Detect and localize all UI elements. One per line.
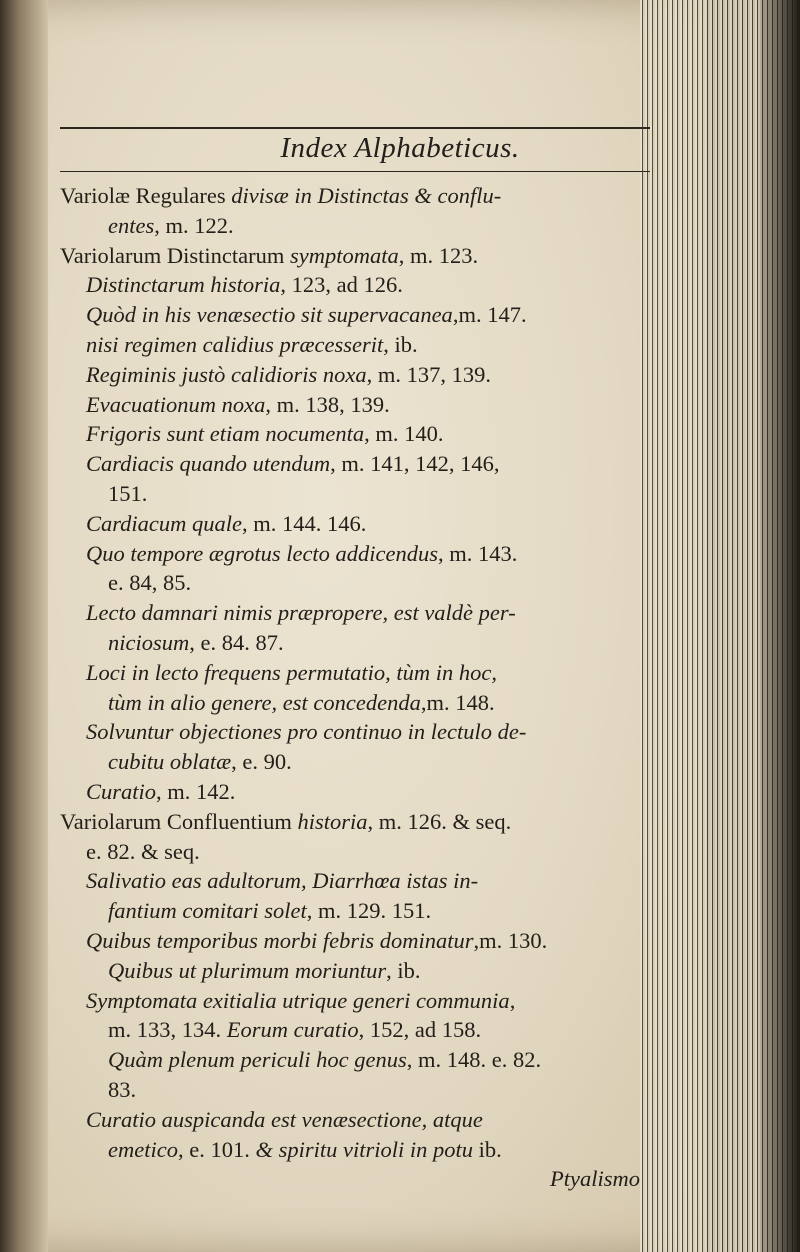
index-text-segment: e. 84, 85.	[108, 570, 192, 596]
index-text-segment: Distinctarum historia	[86, 272, 281, 298]
index-line	[60, 896, 660, 926]
index-text-segment: historia	[297, 808, 368, 834]
edge-shadow	[760, 0, 800, 1252]
index-text-segment: Symptomata exitialia utrique generi communia	[86, 987, 510, 1013]
index-line	[60, 837, 660, 867]
index-text-segment: Variolarum Distinctarum	[60, 242, 290, 268]
index-line	[60, 241, 660, 271]
index-text-segment: , m. 140.	[364, 421, 444, 447]
index-text-segment: e. 82. & seq.	[86, 838, 200, 864]
index-line	[60, 211, 660, 241]
index-text-segment: Cardiacum quale	[86, 510, 243, 536]
index-text-segment: , 123, ad 126.	[280, 272, 403, 298]
index-text-segment: Quo tempore ægrotus lecto addicendus	[86, 540, 439, 566]
index-text-segment: Quibus ut plurimum moriuntur	[108, 957, 387, 983]
index-line	[60, 1105, 660, 1135]
index-line	[60, 717, 660, 747]
index-line	[60, 539, 660, 569]
index-text-segment: cubitu oblatæ	[108, 749, 232, 775]
index-line	[60, 1045, 660, 1075]
index-line	[60, 330, 660, 360]
index-line	[60, 688, 660, 718]
index-text-segment: Salivatio eas adultorum, Diarrhœa istas in-	[86, 868, 479, 894]
index-text-segment: Lecto damnari nimis præpropere, est valdè per-	[86, 600, 516, 626]
header-rule-top	[60, 127, 650, 129]
index-line	[60, 658, 660, 688]
index-text-segment: nisi regimen calidius præcesserit	[86, 331, 384, 357]
index-line	[60, 747, 660, 777]
book-binding	[0, 0, 48, 1252]
index-text-segment: ,m. 148.	[420, 689, 495, 715]
index-text-segment: Eorum curatio	[226, 1017, 359, 1043]
index-text-segment: , m. 148. e. 82.	[406, 1047, 542, 1073]
index-text-segment: 151.	[108, 480, 148, 506]
index-line	[60, 479, 660, 509]
index-text-segment: , 152, ad 158.	[358, 1017, 482, 1043]
index-line	[60, 181, 660, 211]
index-line	[60, 1075, 660, 1105]
index-text-segment: Variolæ Regulares	[60, 183, 232, 208]
index-text-segment: Quàm plenum periculi hoc genus	[108, 1047, 407, 1073]
index-text-segment: , ib.	[383, 331, 418, 357]
index-text-segment: Quòd in his venæsectio sit supervacanea	[86, 302, 453, 328]
index-line	[60, 449, 660, 479]
index-text-segment: Evacuationum noxa	[86, 391, 266, 417]
index-text-segment: Cardiacis quando utendum	[86, 451, 331, 477]
index-text-segment: niciosum	[108, 629, 190, 655]
index-text-segment: , e. 84. 87.	[189, 629, 284, 655]
index-text-segment: Regiminis justò calidioris noxa	[86, 361, 367, 387]
index-text-segment: fantium comitari solet	[108, 898, 307, 924]
index-text-segment: m. 133, 134.	[108, 1017, 227, 1043]
index-text-segment: Curatio auspicanda est venæsectione, atque	[86, 1106, 483, 1132]
index-line	[60, 807, 660, 837]
index-line	[60, 419, 660, 449]
index-text-segment: Frigoris sunt etiam nocumenta	[86, 421, 365, 447]
index-text-segment: , e. 90.	[231, 749, 292, 775]
index-line	[60, 598, 660, 628]
index-line	[60, 360, 660, 390]
index-text-segment: ,m. 130.	[473, 927, 548, 953]
index-line	[60, 866, 660, 896]
index-line	[60, 926, 660, 956]
index-line	[60, 568, 660, 598]
index-text-segment: , m. 137, 139.	[366, 361, 492, 387]
index-line	[60, 509, 660, 539]
index-text-segment: , m. 123.	[398, 242, 479, 268]
index-text-segment: tùm in alio genere, est concedenda	[108, 689, 421, 715]
index-line	[60, 1015, 660, 1045]
index-text-segment: symptomata	[289, 242, 399, 268]
index-text-segment: , m. 141, 142, 146,	[330, 451, 500, 477]
index-line	[60, 986, 660, 1016]
index-text-segment: ,m. 147.	[452, 302, 527, 328]
index-text-segment: , m. 142.	[156, 778, 236, 804]
index-line	[60, 300, 660, 330]
index-text-segment: Curatio	[86, 778, 157, 804]
index-text-segment: , m. 138, 139.	[265, 391, 390, 417]
index-text-segment: ,	[509, 987, 516, 1013]
index-text-segment: , e. 101.	[177, 1136, 256, 1162]
index-text-segment: emetico	[108, 1136, 178, 1162]
index-text-segment: Loci in lecto frequens permutatio, tùm in hoc,	[86, 659, 497, 685]
index-text-segment: , ib.	[386, 957, 421, 983]
index-text-segment: , m. 129. 151.	[306, 898, 432, 924]
index-text-segment: , m. 122.	[154, 212, 234, 238]
index-line	[60, 390, 660, 420]
index-text-segment: , m. 126. & seq.	[367, 808, 512, 834]
index-line	[60, 1164, 660, 1194]
index-line	[60, 956, 660, 986]
header-rule-bottom	[60, 171, 650, 172]
index-text-segment: & spiritu vitrioli in potu	[255, 1136, 473, 1162]
index-text-segment: divisæ in Distinctas & conflu-	[231, 183, 502, 208]
index-text-segment: ib.	[473, 1136, 502, 1162]
index-text-block	[60, 181, 660, 1194]
index-text-segment: Solvuntur objectiones pro continuo in lectulo de-	[86, 719, 527, 745]
index-line	[60, 270, 660, 300]
index-line	[60, 777, 660, 807]
index-text-segment: 83.	[108, 1076, 137, 1102]
index-text-segment: Ptyalismo	[550, 1166, 640, 1192]
index-line	[60, 1135, 660, 1165]
running-header: Index Alphabeticus.	[280, 132, 520, 164]
index-text-segment: Quibus temporibus morbi febris dominatur	[86, 927, 474, 953]
index-line	[60, 628, 660, 658]
index-text-segment: , m. 144. 146.	[242, 510, 367, 536]
index-text-segment: entes	[108, 212, 155, 238]
index-text-segment: Variolarum Confluentium	[60, 808, 298, 834]
index-text-segment: , m. 143.	[438, 540, 518, 566]
